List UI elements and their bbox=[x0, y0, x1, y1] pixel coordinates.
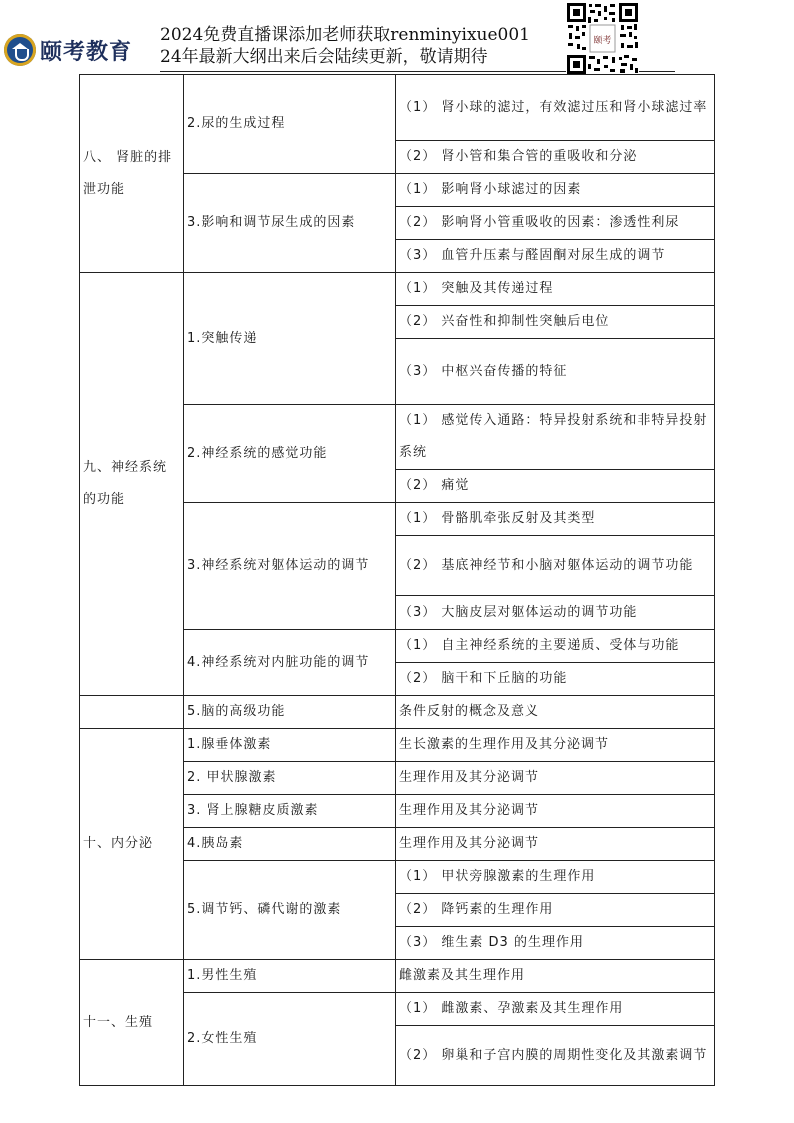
topic-cell: 3. 肾上腺糖皮质激素 bbox=[184, 795, 396, 828]
topic-cell: 1.腺垂体激素 bbox=[184, 729, 396, 762]
brand-name: 颐考教育 bbox=[40, 39, 133, 65]
detail-cell: （2） 基底神经节和小脑对躯体运动的调节功能 bbox=[396, 536, 715, 596]
graduation-cap-icon bbox=[4, 34, 36, 66]
chapter-cell: 十、内分泌 bbox=[80, 729, 184, 960]
detail-cell: （1） 影响肾小球滤过的因素 bbox=[396, 174, 715, 207]
topic-cell: 2. 甲状腺激素 bbox=[184, 762, 396, 795]
detail-cell: （1） 感觉传入通路：特异投射系统和非特异投射系统 bbox=[396, 405, 715, 470]
chapter-cell: 九、神经系统的功能 bbox=[80, 273, 184, 696]
promo-line-1: 2024免费直播课添加老师获取renminyixue001 bbox=[160, 25, 530, 45]
detail-cell: （1） 肾小球的滤过，有效滤过压和肾小球滤过率 bbox=[396, 75, 715, 141]
detail-cell: （3） 血管升压素与醛固酮对尿生成的调节 bbox=[396, 240, 715, 273]
detail-cell: 生长激素的生理作用及其分泌调节 bbox=[396, 729, 715, 762]
chapter-cell bbox=[80, 696, 184, 729]
detail-cell: （2） 影响肾小管重吸收的因素：渗透性利尿 bbox=[396, 207, 715, 240]
detail-cell: （1） 雌激素、孕激素及其生理作用 bbox=[396, 993, 715, 1026]
detail-cell: 生理作用及其分泌调节 bbox=[396, 828, 715, 861]
detail-cell: （3） 大脑皮层对躯体运动的调节功能 bbox=[396, 596, 715, 630]
detail-cell: （2） 脑干和下丘脑的功能 bbox=[396, 663, 715, 696]
chapter-cell: 十一、生殖 bbox=[80, 960, 184, 1086]
topic-cell: 1.突触传递 bbox=[184, 273, 396, 405]
topic-cell: 4.神经系统对内脏功能的调节 bbox=[184, 630, 396, 696]
detail-cell: （2） 兴奋性和抑制性突触后电位 bbox=[396, 306, 715, 339]
detail-cell: （1） 自主神经系统的主要递质、受体与功能 bbox=[396, 630, 715, 663]
detail-cell: （1） 甲状旁腺激素的生理作用 bbox=[396, 861, 715, 894]
detail-cell: （3） 中枢兴奋传播的特征 bbox=[396, 339, 715, 405]
detail-cell: （2） 痛觉 bbox=[396, 470, 715, 503]
promo-text bbox=[160, 24, 530, 68]
detail-cell: （2） 卵巢和子宫内膜的周期性变化及其激素调节 bbox=[396, 1026, 715, 1086]
topic-cell: 5.脑的高级功能 bbox=[184, 696, 396, 729]
topic-cell: 3.神经系统对躯体运动的调节 bbox=[184, 503, 396, 630]
qr-code-icon[interactable] bbox=[566, 2, 639, 75]
topic-cell: 2.尿的生成过程 bbox=[184, 75, 396, 174]
topic-cell: 3.影响和调节尿生成的因素 bbox=[184, 174, 396, 273]
promo-line-2: 24年最新大纲出来后会陆续更新，敬请期待 bbox=[160, 47, 488, 67]
topic-cell: 4.胰岛素 bbox=[184, 828, 396, 861]
qr-caption: 颐考 bbox=[593, 36, 612, 46]
brand-logo bbox=[4, 32, 132, 68]
topic-cell: 2.神经系统的感觉功能 bbox=[184, 405, 396, 503]
topic-cell: 1.男性生殖 bbox=[184, 960, 396, 993]
detail-cell: （2） 降钙素的生理作用 bbox=[396, 894, 715, 927]
detail-cell: （3） 维生素 D3 的生理作用 bbox=[396, 927, 715, 960]
detail-cell: （1） 突触及其传递过程 bbox=[396, 273, 715, 306]
page-header bbox=[0, 0, 794, 76]
syllabus-table bbox=[79, 74, 715, 1086]
detail-cell: （2） 肾小管和集合管的重吸收和分泌 bbox=[396, 141, 715, 174]
detail-cell: （1） 骨骼肌牵张反射及其类型 bbox=[396, 503, 715, 536]
topic-cell: 2.女性生殖 bbox=[184, 993, 396, 1086]
chapter-cell: 八、 肾脏的排泄功能 bbox=[80, 75, 184, 273]
detail-cell: 生理作用及其分泌调节 bbox=[396, 795, 715, 828]
detail-cell: 生理作用及其分泌调节 bbox=[396, 762, 715, 795]
detail-cell: 条件反射的概念及意义 bbox=[396, 696, 715, 729]
detail-cell: 雌激素及其生理作用 bbox=[396, 960, 715, 993]
topic-cell: 5.调节钙、磷代谢的激素 bbox=[184, 861, 396, 960]
